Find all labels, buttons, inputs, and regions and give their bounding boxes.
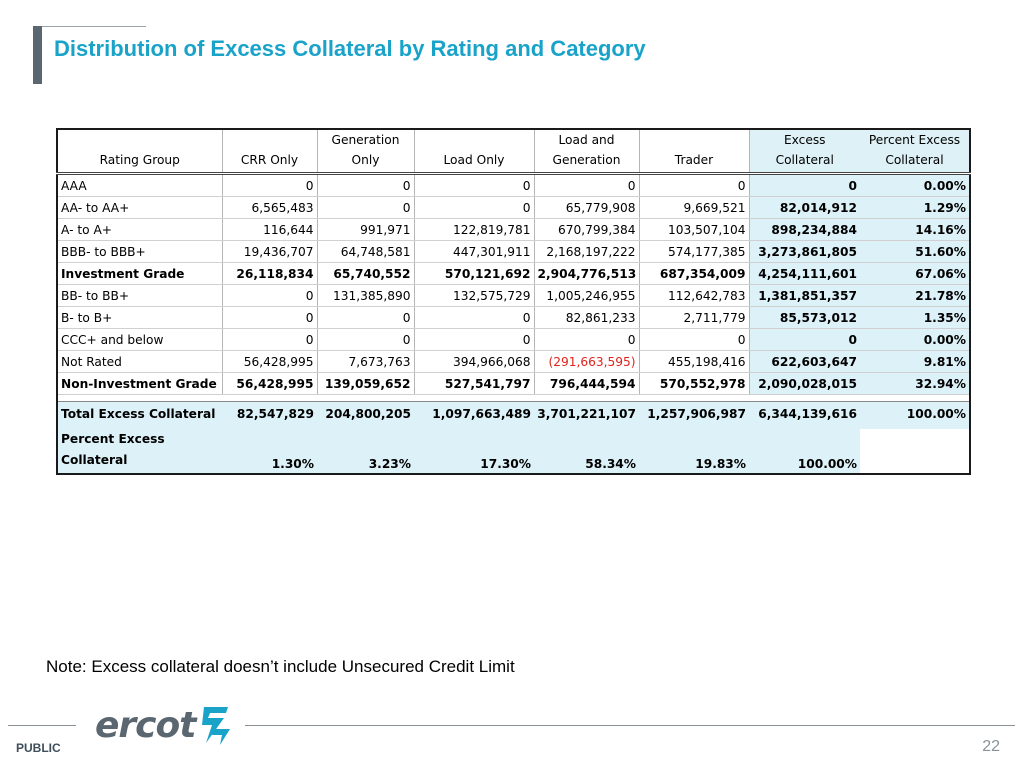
cell-crr: 116,644 xyxy=(222,219,317,241)
percent-load: 17.30% xyxy=(414,429,534,474)
table-row xyxy=(57,174,970,197)
row-name: AAA xyxy=(57,174,222,197)
cell-load-gen: 0 xyxy=(534,329,639,351)
cell-excess: 898,234,884 xyxy=(749,219,860,241)
header-trader: Trader xyxy=(639,129,749,174)
footnote: Note: Excess collateral doesn’t include Unsecured Credit Limit xyxy=(46,657,515,676)
total-row xyxy=(57,402,970,430)
cell-crr: 0 xyxy=(222,174,317,197)
table-spacer-row xyxy=(57,395,970,402)
row-name: Investment Grade xyxy=(57,263,222,285)
row-name: Non-Investment Grade xyxy=(57,373,222,395)
cell-pct: 67.06% xyxy=(860,263,970,285)
cell-load-gen-negative: (291,663,595) xyxy=(534,351,639,373)
cell-excess: 0 xyxy=(749,174,860,197)
cell-load-gen: 2,904,776,513 xyxy=(534,263,639,285)
cell-gen: 64,748,581 xyxy=(317,241,414,263)
percent-crr: 1.30% xyxy=(222,429,317,474)
cell-pct: 14.16% xyxy=(860,219,970,241)
cell-trader: 9,669,521 xyxy=(639,197,749,219)
cell-crr: 26,118,834 xyxy=(222,263,317,285)
percent-label: Percent Excess Collateral xyxy=(57,429,222,474)
total-load-gen: 3,701,221,107 xyxy=(534,402,639,430)
cell-trader: 103,507,104 xyxy=(639,219,749,241)
cell-gen: 131,385,890 xyxy=(317,285,414,307)
cell-excess: 82,014,912 xyxy=(749,197,860,219)
cell-excess: 1,381,851,357 xyxy=(749,285,860,307)
table-row xyxy=(57,241,970,263)
page-title: Distribution of Excess Collateral by Rating and Category xyxy=(54,36,646,61)
cell-load: 132,575,729 xyxy=(414,285,534,307)
ercot-logo xyxy=(95,700,234,750)
table-header-row xyxy=(57,129,970,174)
cell-load: 0 xyxy=(414,329,534,351)
cell-crr: 0 xyxy=(222,307,317,329)
title-accent-bar xyxy=(33,26,42,84)
cell-load: 527,541,797 xyxy=(414,373,534,395)
cell-load: 447,301,911 xyxy=(414,241,534,263)
title-top-rule xyxy=(42,26,146,27)
cell-trader: 574,177,385 xyxy=(639,241,749,263)
total-pct: 100.00% xyxy=(860,402,970,430)
total-crr: 82,547,829 xyxy=(222,402,317,430)
total-gen: 204,800,205 xyxy=(317,402,414,430)
cell-crr: 56,428,995 xyxy=(222,373,317,395)
percent-gen: 3.23% xyxy=(317,429,414,474)
subtotal-row-non-investment-grade xyxy=(57,373,970,395)
percent-trader: 19.83% xyxy=(639,429,749,474)
cell-pct: 0.00% xyxy=(860,329,970,351)
header-crr-only: CRR Only xyxy=(222,129,317,174)
cell-excess: 4,254,111,601 xyxy=(749,263,860,285)
cell-trader: 112,642,783 xyxy=(639,285,749,307)
footer-rule-left xyxy=(8,725,76,726)
cell-load: 0 xyxy=(414,174,534,197)
row-name: B- to B+ xyxy=(57,307,222,329)
cell-pct: 0.00% xyxy=(860,174,970,197)
cell-load: 570,121,692 xyxy=(414,263,534,285)
row-name: BBB- to BBB+ xyxy=(57,241,222,263)
cell-crr: 0 xyxy=(222,329,317,351)
header-load-only: Load Only xyxy=(414,129,534,174)
cell-crr: 19,436,707 xyxy=(222,241,317,263)
cell-excess: 622,603,647 xyxy=(749,351,860,373)
cell-load-gen: 82,861,233 xyxy=(534,307,639,329)
cell-trader: 570,552,978 xyxy=(639,373,749,395)
cell-excess: 3,273,861,805 xyxy=(749,241,860,263)
cell-gen: 65,740,552 xyxy=(317,263,414,285)
header-percent-excess: Percent Excess Collateral xyxy=(860,129,970,174)
cell-load-gen: 796,444,594 xyxy=(534,373,639,395)
row-name: AA- to AA+ xyxy=(57,197,222,219)
table-row xyxy=(57,197,970,219)
cell-crr: 6,565,483 xyxy=(222,197,317,219)
cell-pct: 9.81% xyxy=(860,351,970,373)
page-number: 22 xyxy=(982,738,1000,755)
cell-load: 122,819,781 xyxy=(414,219,534,241)
row-name: CCC+ and below xyxy=(57,329,222,351)
logo-wordmark: ercot xyxy=(95,704,196,746)
row-name: BB- to BB+ xyxy=(57,285,222,307)
collateral-table-container xyxy=(56,128,969,475)
cell-load: 0 xyxy=(414,197,534,219)
cell-gen: 0 xyxy=(317,174,414,197)
ercot-bolt-icon xyxy=(198,703,234,747)
classification-label: PUBLIC xyxy=(16,741,61,755)
table-row xyxy=(57,307,970,329)
cell-gen: 139,059,652 xyxy=(317,373,414,395)
table-row xyxy=(57,351,970,373)
cell-gen: 991,971 xyxy=(317,219,414,241)
cell-load: 0 xyxy=(414,307,534,329)
cell-load-gen: 65,779,908 xyxy=(534,197,639,219)
percent-load-gen: 58.34% xyxy=(534,429,639,474)
subtotal-row-investment-grade xyxy=(57,263,970,285)
percent-blank-cell xyxy=(860,429,970,474)
spacer-cell xyxy=(57,395,970,402)
header-excess-collateral: Excess Collateral xyxy=(749,129,860,174)
cell-gen: 0 xyxy=(317,329,414,351)
cell-pct: 51.60% xyxy=(860,241,970,263)
row-name: A- to A+ xyxy=(57,219,222,241)
cell-trader: 687,354,009 xyxy=(639,263,749,285)
cell-gen: 0 xyxy=(317,197,414,219)
cell-load: 394,966,068 xyxy=(414,351,534,373)
cell-load-gen: 0 xyxy=(534,174,639,197)
cell-load-gen: 670,799,384 xyxy=(534,219,639,241)
cell-excess: 2,090,028,015 xyxy=(749,373,860,395)
cell-crr: 56,428,995 xyxy=(222,351,317,373)
cell-load-gen: 1,005,246,955 xyxy=(534,285,639,307)
cell-load-gen: 2,168,197,222 xyxy=(534,241,639,263)
cell-trader: 0 xyxy=(639,329,749,351)
cell-pct: 32.94% xyxy=(860,373,970,395)
cell-gen: 0 xyxy=(317,307,414,329)
cell-excess: 85,573,012 xyxy=(749,307,860,329)
total-load: 1,097,663,489 xyxy=(414,402,534,430)
total-label: Total Excess Collateral xyxy=(57,402,222,430)
header-load-and-generation: Load and Generation xyxy=(534,129,639,174)
percent-row xyxy=(57,429,970,474)
table-row xyxy=(57,285,970,307)
cell-trader: 2,711,779 xyxy=(639,307,749,329)
cell-pct: 1.35% xyxy=(860,307,970,329)
cell-pct: 1.29% xyxy=(860,197,970,219)
cell-trader: 455,198,416 xyxy=(639,351,749,373)
table-body xyxy=(57,174,970,475)
total-trader: 1,257,906,987 xyxy=(639,402,749,430)
header-generation-only: Generation Only xyxy=(317,129,414,174)
cell-excess: 0 xyxy=(749,329,860,351)
cell-gen: 7,673,763 xyxy=(317,351,414,373)
header-rating-group: Rating Group xyxy=(57,129,222,174)
cell-trader: 0 xyxy=(639,174,749,197)
cell-crr: 0 xyxy=(222,285,317,307)
table-row xyxy=(57,329,970,351)
table-row xyxy=(57,219,970,241)
footer-rule-right xyxy=(245,725,1015,726)
cell-pct: 21.78% xyxy=(860,285,970,307)
row-name: Not Rated xyxy=(57,351,222,373)
collateral-table xyxy=(56,128,971,475)
total-excess: 6,344,139,616 xyxy=(749,402,860,430)
percent-excess: 100.00% xyxy=(749,429,860,474)
